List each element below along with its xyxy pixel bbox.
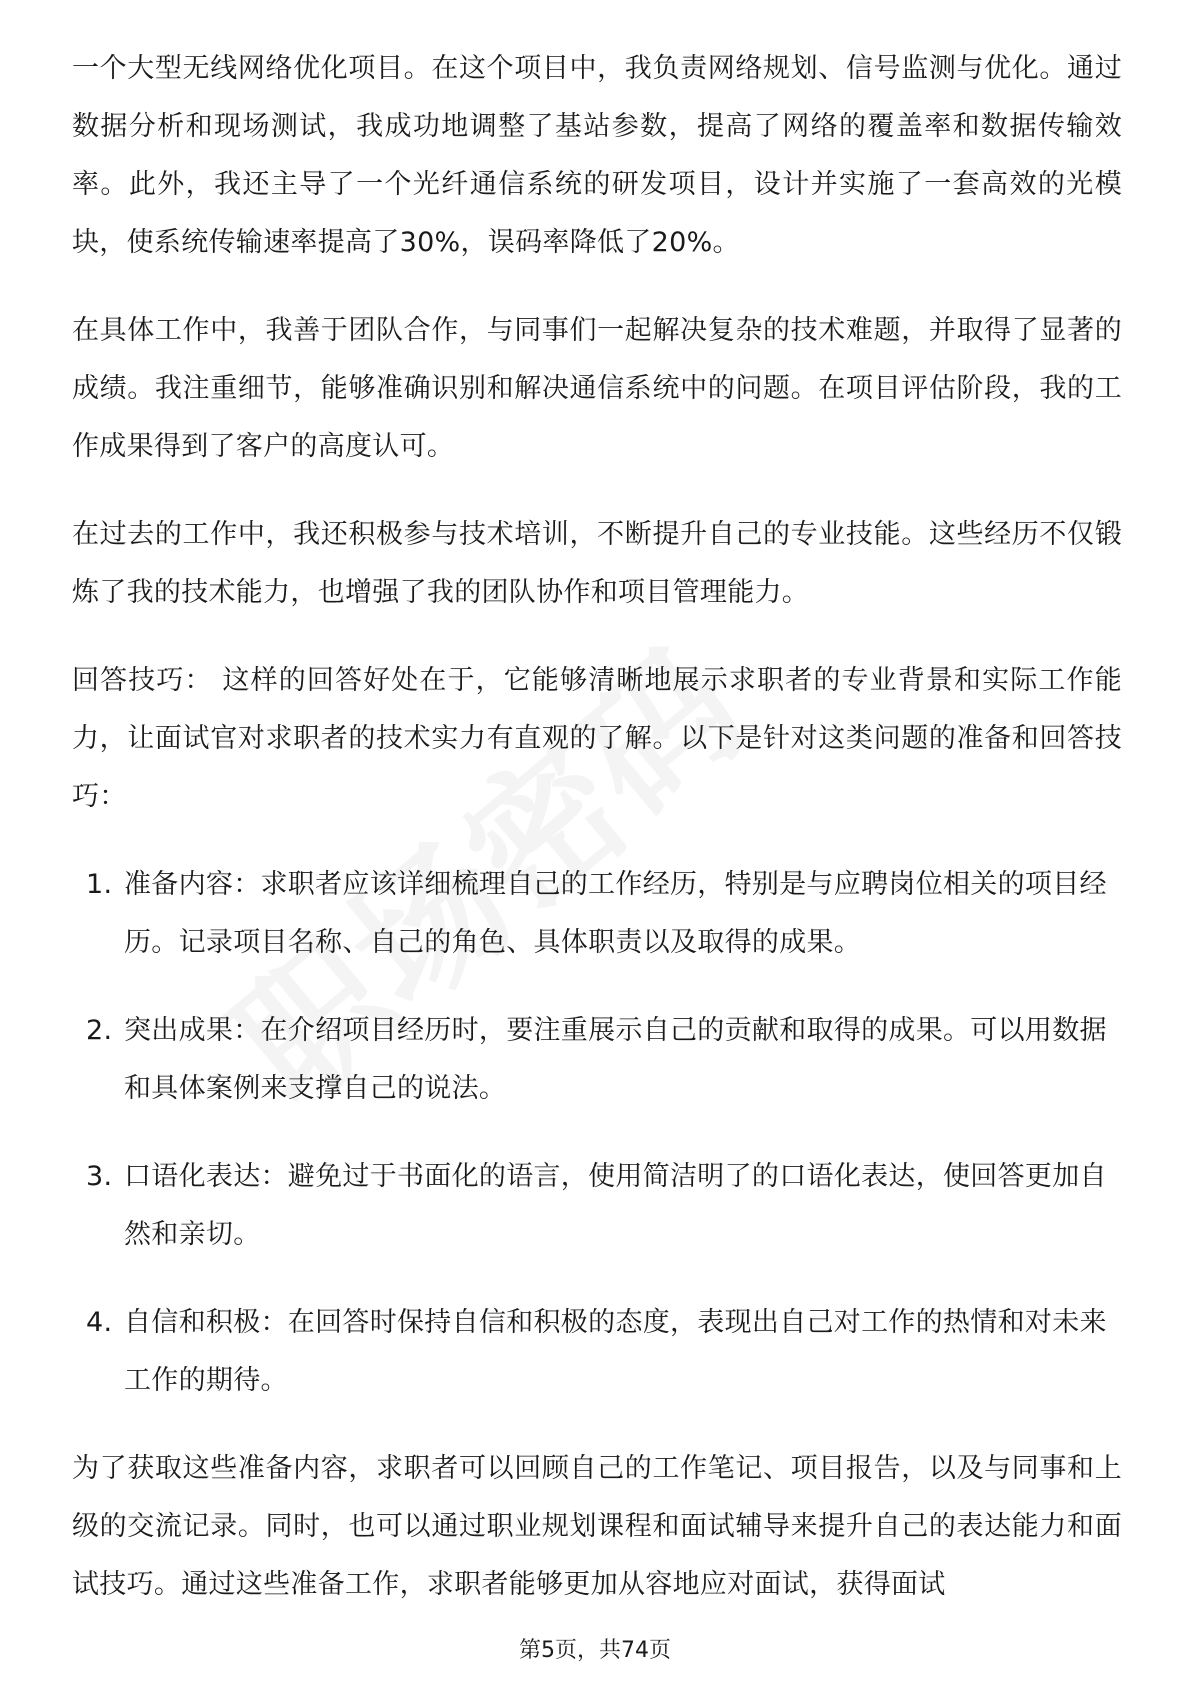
- list-item: [72, 856, 1122, 972]
- list-item: [72, 1294, 1122, 1410]
- list-item: [72, 1148, 1122, 1264]
- list-item-text: 自信和积极：在回答时保持自信和积极的态度，表现出自己对工作的热情和对未来工作的期待。: [124, 1307, 1107, 1396]
- list-item-text: 突出成果：在介绍项目经历时，要注重展示自己的贡献和取得的成果。可以用数据和具体案例来支撑自己的说法。: [124, 1015, 1107, 1104]
- list-item-number: 3.: [86, 1161, 113, 1192]
- list-item: [72, 1002, 1122, 1118]
- paragraph-project-experience: 一个大型无线网络优化项目。在这个项目中，我负责网络规划、信号监测与优化。通过数据分析和现场测试，我成功地调整了基站参数，提高了网络的覆盖率和数据传输效率。此外，我还主导了一个光纤通信系统的研发项目，设计并实施了一套高效的光模块，使系统传输速率提高了30%，误码率降低了20%。: [72, 53, 1122, 258]
- list-item-text: 准备内容：求职者应该详细梳理自己的工作经历，特别是与应聘岗位相关的项目经历。记录项目名称、自己的角色、具体职责以及取得的成果。: [124, 869, 1107, 958]
- tips-list: [72, 856, 1122, 1410]
- paragraph-teamwork: 在具体工作中，我善于团队合作，与同事们一起解决复杂的技术难题，并取得了显著的成绩。我注重细节，能够准确识别和解决通信系统中的问题。在项目评估阶段，我的工作成果得到了客户的高度认可。: [72, 315, 1122, 462]
- list-item-number: 1.: [86, 869, 113, 900]
- list-item-number: 2.: [86, 1015, 113, 1046]
- page-footer: 第5页，共74页: [519, 1638, 671, 1663]
- page-content: [72, 40, 1122, 1644]
- list-item-number: 4.: [86, 1307, 113, 1338]
- paragraph-preparation: 为了获取这些准备内容，求职者可以回顾自己的工作笔记、项目报告，以及与同事和上级的交流记录。同时，也可以通过职业规划课程和面试辅导来提升自己的表达能力和面试技巧。通过这些准备工作，求职者能够更加从容地应对面试，获得面试: [72, 1453, 1122, 1600]
- list-item-text: 口语化表达：避免过于书面化的语言，使用简洁明了的口语化表达，使回答更加自然和亲切。: [124, 1161, 1107, 1250]
- paragraph-training: 在过去的工作中，我还积极参与技术培训，不断提升自己的专业技能。这些经历不仅锻炼了我的技术能力，也增强了我的团队协作和项目管理能力。: [72, 519, 1122, 608]
- paragraph-answer-tips: 回答技巧： 这样的回答好处在于，它能够清晰地展示求职者的专业背景和实际工作能力，让面试官对求职者的技术实力有直观的了解。以下是针对这类问题的准备和回答技巧：: [72, 665, 1122, 812]
